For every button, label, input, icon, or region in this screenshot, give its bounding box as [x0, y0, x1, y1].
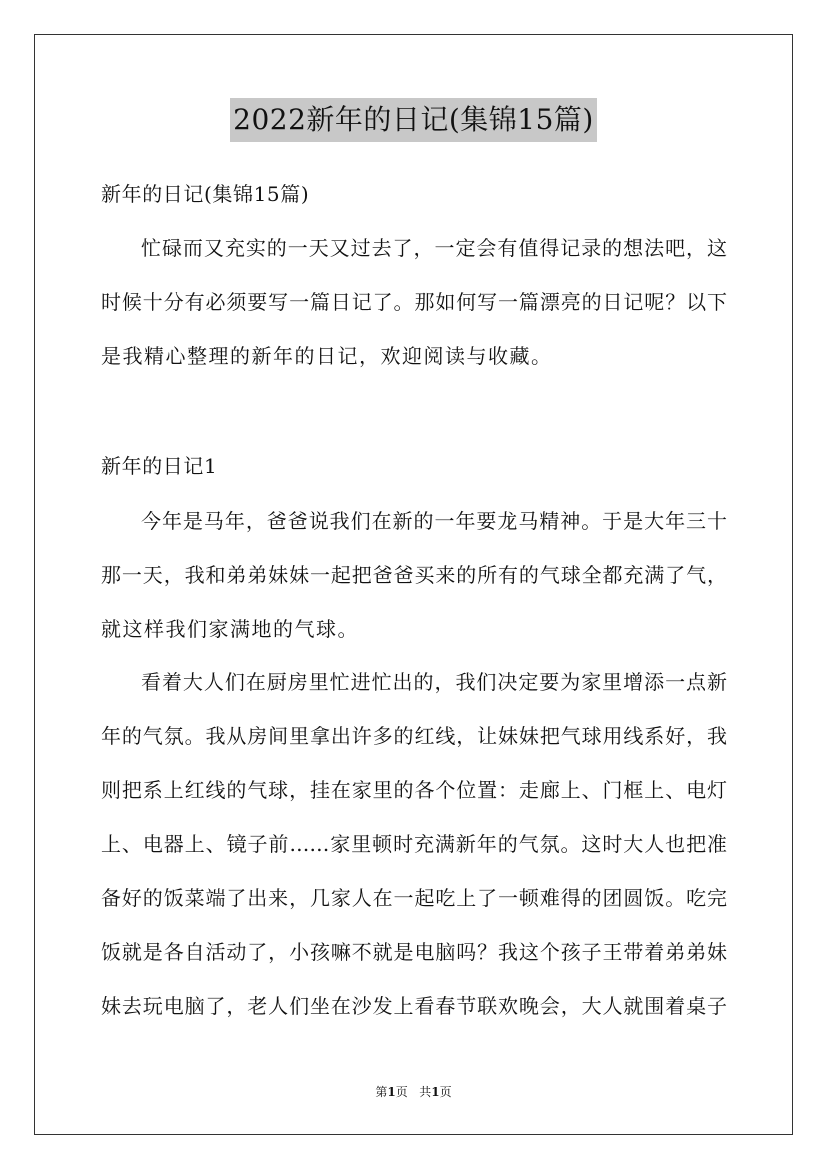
paragraph-line: 备好的饭菜端了出来，几家人在一起吃上了一顿难得的团圆饭。吃完 — [101, 886, 727, 910]
paragraph-line: 时候十分有必须要写一篇日记了。那如何写一篇漂亮的日记呢？以下 — [101, 290, 727, 314]
paragraph-line: 今年是马年，爸爸说我们在新的一年要龙马精神。于是大年三十 — [141, 509, 727, 533]
total-suffix: 页 — [439, 1085, 452, 1099]
page-suffix: 页 — [395, 1085, 408, 1099]
document-title: 2022新年的日记(集锦15篇) — [230, 98, 597, 142]
body-paragraph-1 — [101, 494, 727, 656]
paragraph-line: 看着大人们在厨房里忙进忙出的，我们决定要为家里增添一点新 — [141, 670, 727, 694]
paragraph-line: 妹去玩电脑了，老人们坐在沙发上看春节联欢晚会，大人就围着桌子 — [101, 994, 727, 1018]
total-prefix: 共 — [419, 1085, 432, 1099]
paragraph-line: 忙碌而又充实的一天又过去了，一定会有值得记录的想法吧，这 — [141, 236, 727, 260]
paragraph-line: 那一天，我和弟弟妹妹一起把爸爸买来的所有的气球全都充满了气， — [101, 563, 727, 587]
intro-paragraph — [101, 221, 727, 383]
total-pages: 1 — [431, 1085, 440, 1099]
title-container — [0, 98, 827, 142]
paragraph-line: 则把系上红线的气球，挂在家里的各个位置：走廊上、门框上、电灯 — [101, 778, 727, 802]
page-number: 1 — [387, 1085, 396, 1099]
section-heading: 新年的日记1 — [101, 454, 218, 478]
paragraph-line: 饭就是各自活动了，小孩嘛不就是电脑吗？我这个孩子王带着弟弟妹 — [101, 940, 727, 964]
page-footer — [0, 1083, 827, 1101]
document-subtitle: 新年的日记(集锦15篇) — [101, 182, 310, 206]
paragraph-line: 是我精心整理的新年的日记，欢迎阅读与收藏。 — [101, 344, 553, 368]
body-paragraph-2 — [101, 655, 727, 1033]
page-prefix: 第 — [375, 1085, 388, 1099]
paragraph-line: 上、电器上、镜子前……家里顿时充满新年的气氛。这时大人也把准 — [101, 832, 727, 856]
paragraph-line: 年的气氛。我从房间里拿出许多的红线，让妹妹把气球用线系好，我 — [101, 724, 727, 748]
paragraph-line: 就这样我们家满地的气球。 — [101, 617, 359, 641]
